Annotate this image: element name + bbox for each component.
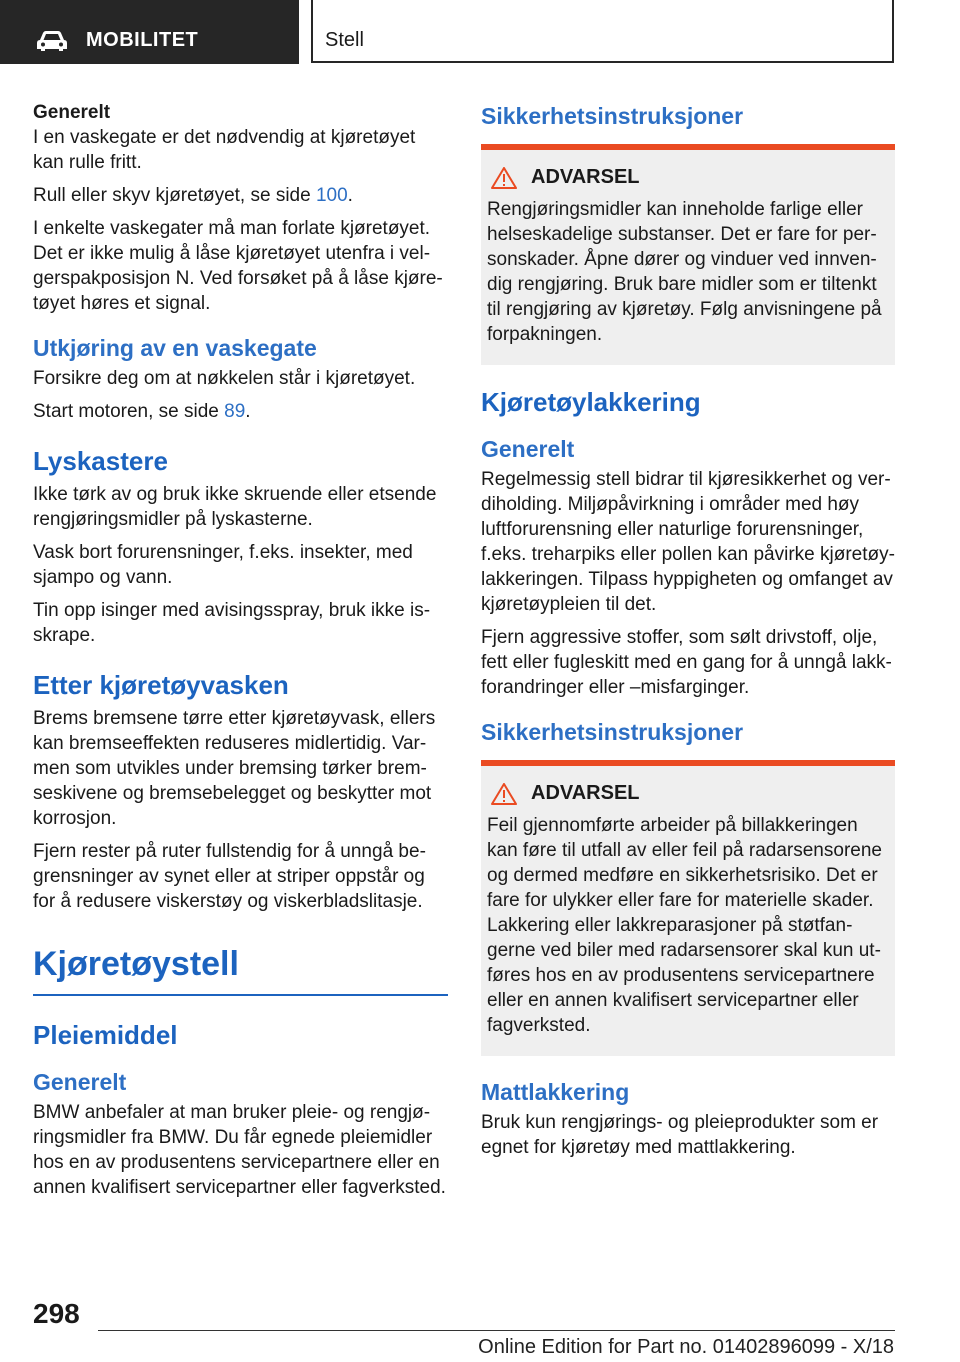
warning-box <box>481 760 895 1056</box>
page-link-89[interactable]: 89 <box>224 401 246 422</box>
chapter-label: Stell <box>325 29 364 51</box>
paragraph: I en vaskegate er det nødvendig at kjøretøyet kan rulle fritt. <box>33 127 416 173</box>
warning-title <box>487 782 889 805</box>
warning-text: Rengjøringsmidler kan inneholde farlige eller helseskadelige substanser. Det er fare for personskader. Åpne dører og vinduer ved innvendig rengjøring. Bruk bare midler som er tiltenkt til rengjøring av kjøretøy. Følg anvisningene på forpakningen. <box>487 199 882 345</box>
paragraph: Forsikre deg om at nøkkelen står i kjøretøyet. <box>33 368 416 389</box>
paragraph: Brems bremsene tørre etter kjøretøyvask, ellers kan bremseeffekten reduseres midlertidig. Varmen som utvikles under bremsing tørker bremseskivene og bremsebelegget og beskytter mot korrosjon. <box>33 708 436 829</box>
heading-utkjoring: Utkjøring av en vaskegate <box>33 335 317 361</box>
paragraph: Regelmessig stell bidrar til kjøresikkerhet og verdiholding. Miljøpåvirkning i områder med høy luftforurensning eller naturlige forurensninger, f.eks. treharpiks eller pollen kan påvirke kjøretøylakkeringen. Tilpass hyppigheten og omfanget av kjøretøypleien til det. <box>481 469 895 615</box>
paragraph: Bruk kun rengjørings- og pleieprodukter som er egnet for kjøretøy med mattlakkering. <box>481 1112 879 1158</box>
heading-etter-vasken: Etter kjøretøyvasken <box>33 670 289 700</box>
car-icon <box>36 30 68 52</box>
heading-kjoretoylakkering: Kjøretøylakkering <box>481 387 701 417</box>
chapter-tab[interactable] <box>311 0 894 63</box>
heading-generelt: Generelt <box>481 436 575 462</box>
section-tab[interactable] <box>0 0 299 64</box>
footer-divider <box>98 1330 895 1331</box>
heading-sikkerhetsinstruksjoner: Sikkerhetsinstruksjoner <box>481 719 744 745</box>
heading-lyskastere: Lyskastere <box>33 446 168 476</box>
page-number: 298 <box>33 1298 80 1329</box>
warning-label: ADVARSEL <box>531 166 640 188</box>
edition-text: Online Edition for Part no. 01402896099 - X/18 <box>478 1336 894 1358</box>
paragraph: Start motoren, se side 89. <box>33 401 251 422</box>
chapter-title-kjoretoystell: Kjøretøystell <box>33 944 448 996</box>
paragraph: Rull eller skyv kjøretøyet, se side 100. <box>33 185 353 206</box>
warning-triangle-icon <box>491 167 517 189</box>
warning-title <box>487 166 889 189</box>
paragraph: I enkelte vaskegater må man forlate kjøretøyet. Det er ikke mulig å låse kjøretøyet utenfra i velgerspakposisjon N. Ved forsøket på å låse kjøretøyet høres et signal. <box>33 218 443 314</box>
paragraph: Fjern aggressive stoffer, som sølt drivstoff, olje, fett eller fugleskitt med en gang for å unngå lakkforandringer eller –misfarginger. <box>481 627 892 698</box>
warning-label: ADVARSEL <box>531 782 640 804</box>
warning-box <box>481 144 895 365</box>
right-column <box>481 100 895 1168</box>
warning-text: Feil gjennomførte arbeider på billakkeringen kan føre til utfall av eller feil på radarsensorene og dermed medføre en sikkerhetsrisiko. Det er fare for ulykker eller fare for materielle skader. Lakkering eller lakkreparasjoner på støtfangerne ved biler med radarsensorer skal kun utføres hos en av produsentens servicepartnere eller en annen kvalifisert servicepartner eller fagverksted. <box>487 815 882 1036</box>
paragraph: Ikke tørk av og bruk ikke skruende eller etsende rengjøringsmidler på lyskasterne. <box>33 484 437 530</box>
section-label: MOBILITET <box>86 29 199 51</box>
paragraph: Tin opp isinger med avisingsspray, bruk ikke isskrape. <box>33 600 431 646</box>
left-column <box>33 100 448 1208</box>
heading-sikkerhetsinstruksjoner: Sikkerhetsinstruksjoner <box>481 103 744 129</box>
page-link-100[interactable]: 100 <box>315 185 348 206</box>
warning-triangle-icon <box>491 783 517 805</box>
heading-mattlakkering: Mattlakkering <box>481 1079 630 1105</box>
paragraph: Vask bort forurensninger, f.eks. insekter, med sjampo og vann. <box>33 542 413 588</box>
subheading-generelt: Generelt <box>33 102 111 123</box>
page-header <box>0 0 960 66</box>
heading-generelt: Generelt <box>33 1069 127 1095</box>
paragraph: Fjern rester på ruter fullstendig for å unngå begrensninger av synet eller at striper oppstår og for å redusere viskerstøy og viskerbladslitasje. <box>33 841 426 912</box>
paragraph: BMW anbefaler at man bruker pleie- og rengjøringsmidler fra BMW. Du får egnede pleiemidler hos en av produsentens servicepartnere eller en annen kvalifisert servicepartner eller fagverksted. <box>33 1102 446 1198</box>
heading-pleiemiddel: Pleiemiddel <box>33 1020 178 1050</box>
